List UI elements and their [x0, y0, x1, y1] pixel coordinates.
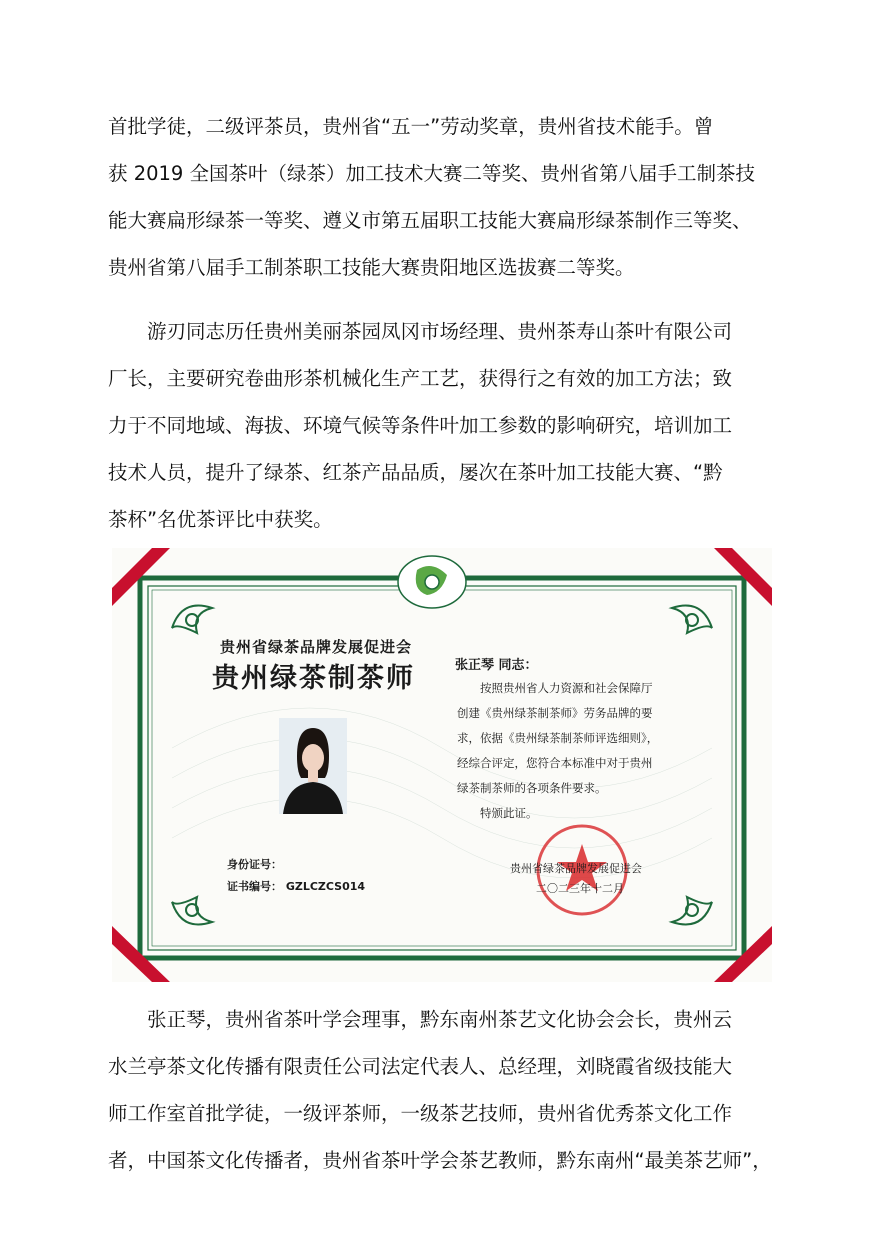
text-line: 茶杯”名优茶评比中获奖。: [108, 508, 333, 531]
certificate-body-line: 特颁此证。: [457, 806, 538, 820]
text-line: 力于不同地域、海拔、环境气候等条件叶加工参数的影响研究，培训加工: [108, 414, 733, 437]
certificate-body-line: 创建《贵州绿茶制茶师》劳务品牌的要: [457, 706, 653, 720]
text-line: 游刃同志历任贵州美丽茶园凤冈市场经理、贵州茶寿山茶叶有限公司: [108, 320, 733, 343]
text-line: 贵州省第八届手工制茶职工技能大赛贵阳地区选拔赛二等奖。: [108, 256, 635, 279]
certificate-body-line: 经综合评定，您符合本标准中对于贵州: [457, 756, 653, 770]
text-line: 获 2019 全国茶叶（绿茶）加工技术大赛二等奖、贵州省第八届手工制茶技: [108, 162, 756, 185]
text-line: 水兰亭茶文化传播有限责任公司法定代表人、总经理，刘晓霞省级技能大: [108, 1055, 733, 1078]
text-line: 技术人员，提升了绿茶、红茶产品品质，屡次在茶叶加工技能大赛、“黔: [108, 461, 723, 484]
certificate-body-line: 按照贵州省人力资源和社会保障厅: [457, 681, 653, 695]
certificate-number: [227, 878, 365, 894]
text-line: 者，中国茶文化传播者，贵州省茶叶学会茶艺教师，黔东南州“最美茶艺师”，: [108, 1149, 772, 1172]
text-line: 首批学徒，二级评茶员，贵州省“五一”劳动奖章，贵州省技术能手。曾: [108, 115, 714, 138]
signing-organization: 贵州省绿茶品牌发展促进会: [510, 862, 642, 875]
portrait-photo: [279, 718, 347, 814]
tea-emblem-icon: [398, 556, 466, 608]
text-line: 厂长，主要研究卷曲形茶机械化生产工艺，获得行之有效的加工方法；致: [108, 367, 733, 390]
paragraph-3: [108, 996, 778, 1184]
ribbon-corners: [112, 548, 772, 982]
paragraph-2: [108, 308, 778, 543]
text-line: 能大赛扁形绿茶一等奖、遵义市第五届职工技能大赛扁形绿茶制作三等奖、: [108, 209, 752, 232]
text-line: 张正琴，贵州省茶叶学会理事，黔东南州茶艺文化协会会长，贵州云: [108, 1008, 733, 1031]
certificate-org-title: 贵州省绿茶品牌发展促进会: [220, 638, 413, 656]
cert-number-label: 证书编号：: [227, 880, 282, 893]
certificate-body-line: 求，依据《贵州绿茶制茶师评选细则》，: [457, 731, 659, 745]
text-line: 师工作室首批学徒，一级评茶师，一级茶艺技师，贵州省优秀茶文化工作: [108, 1102, 733, 1125]
certificate-frame: [112, 548, 772, 982]
certificate-main-title: 贵州绿茶制茶师: [212, 663, 415, 694]
cert-number-value: GZLCZCS014: [285, 880, 366, 893]
certificate-body-line: 绿茶制茶师的各项条件要求。: [457, 781, 607, 795]
paragraph-1: [108, 103, 778, 291]
certificate-image: [112, 548, 772, 982]
id-number-label: 身份证号：: [227, 858, 282, 871]
recipient-greeting: 张正琴 同志：: [455, 658, 538, 673]
signing-date: 二〇二三年十二月: [536, 882, 624, 895]
